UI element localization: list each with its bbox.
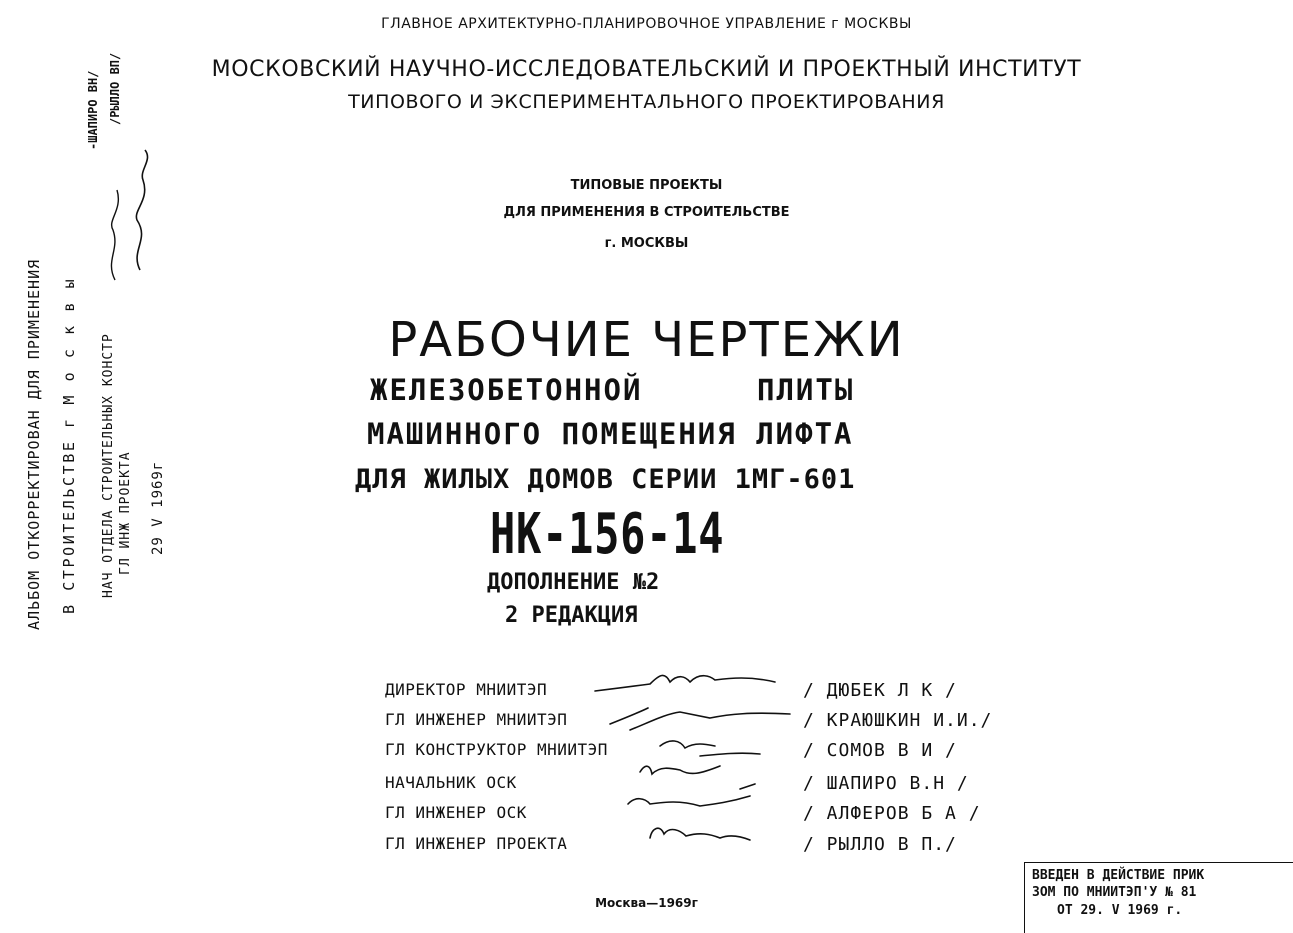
margin-names2: /РЫЛЛО ВП/ xyxy=(108,52,122,125)
addition-number: ДОПОЛНЕНИЕ №2 xyxy=(487,570,660,595)
signature-name: / АЛФЕРОВ Б А / xyxy=(803,803,981,824)
signature-role: ГЛ КОНСТРУКТОР МНИИТЭП xyxy=(385,740,608,759)
signature-role: ДИРЕКТОР МНИИТЭП xyxy=(385,680,548,699)
signature-name: / СОМОВ В И / xyxy=(803,740,957,761)
stamp-line1: ВВЕДЕН В ДЕЙСТВИЕ ПРИК xyxy=(1032,868,1205,883)
stamp-line3: ОТ 29. V 1969 г. xyxy=(1057,903,1183,918)
institute-name-line1: МОСКОВСКИЙ НАУЧНО-ИССЛЕДОВАТЕЛЬСКИЙ И ПРОЕКТНЫЙ ИНСТИТУТ xyxy=(211,57,1082,82)
ministry-heading: ГЛАВНОЕ АРХИТЕКТУРНО-ПЛАНИРОВОЧНОЕ УПРАВЛЕНИЕ г МОСКВЫ xyxy=(381,16,912,32)
title-line2: МАШИННОГО ПОМЕЩЕНИЯ ЛИФТА xyxy=(367,417,854,451)
signature-role: ГЛ ИНЖЕНЕР ОСК xyxy=(385,803,527,822)
signature-role: ГЛ ИНЖЕНЕР МНИИТЭП xyxy=(385,710,568,729)
margin-names1: -ШАПИРО ВН/ xyxy=(86,70,100,150)
margin-handwritten-signatures xyxy=(95,130,165,290)
document-title: РАБОЧИЕ ЧЕРТЕЖИ xyxy=(388,312,905,368)
signature-role: НАЧАЛЬНИК ОСК xyxy=(385,773,517,792)
city-and-year: Москва—1969г xyxy=(595,896,698,910)
signature-name: / ШАПИРО В.Н / xyxy=(803,773,969,794)
margin-note-col4: ГЛ ИНЖ ПРОЕКТА xyxy=(118,451,133,575)
title-line3: ДЛЯ ЖИЛЫХ ДОМОВ СЕРИИ 1МГ-601 xyxy=(355,464,856,495)
signature-name: / ДЮБЕК Л К / xyxy=(803,680,957,701)
handwritten-signatures xyxy=(590,664,795,854)
signature-name: / КРАЮШКИН И.И./ xyxy=(803,710,993,731)
signature-name: / РЫЛЛО В П./ xyxy=(803,834,957,855)
stamp-line2: ЗОМ ПО МНИИТЭП'У № 81 xyxy=(1032,885,1197,900)
title-line1-part1: ЖЕЛЕЗОБЕТОННОЙ xyxy=(370,373,643,407)
title-line1-part2: ПЛИТЫ xyxy=(757,373,855,407)
series-line3: г. МОСКВЫ xyxy=(604,236,689,251)
enactment-stamp xyxy=(1024,862,1293,933)
margin-note-col3: НАЧ ОТДЕЛА СТРОИТЕЛЬНЫХ КОНСТР xyxy=(101,333,116,598)
institute-name-line2: ТИПОВОГО И ЭКСПЕРИМЕНТАЛЬНОГО ПРОЕКТИРОВАНИЯ xyxy=(348,91,945,113)
margin-note-col2: В СТРОИТЕЛЬСТВЕ г М о с к в ы xyxy=(60,276,78,614)
edition-label: 2 РЕДАКЦИЯ xyxy=(505,603,638,628)
margin-note-col1: АЛЬБОМ ОТКОРРЕКТИРОВАН ДЛЯ ПРИМЕНЕНИЯ xyxy=(25,258,43,630)
series-line2: ДЛЯ ПРИМЕНЕНИЯ В СТРОИТЕЛЬСТВЕ xyxy=(503,205,790,220)
margin-note-col5: 29 V 1969г xyxy=(150,460,166,555)
project-code: НК-156-14 xyxy=(490,502,725,567)
signature-role: ГЛ ИНЖЕНЕР ПРОЕКТА xyxy=(385,834,568,853)
series-line1: ТИПОВЫЕ ПРОЕКТЫ xyxy=(570,178,723,193)
